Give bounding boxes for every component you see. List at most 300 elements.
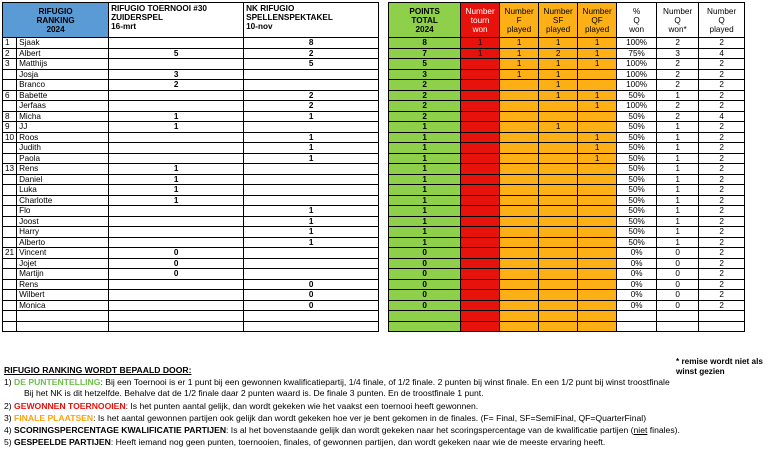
table-row [3,227,745,238]
tournament-1-cell [109,59,244,70]
rule-1 [4,377,670,387]
points-cell: 1 [389,216,461,227]
semifinals-cell [539,227,578,238]
tourn-won-cell [461,90,500,101]
rank-cell: 13 [3,164,17,175]
tourn-won-cell [461,80,500,91]
header-text: QF [591,15,603,25]
finals-cell [500,90,539,101]
table-row [3,69,745,80]
finals-cell [500,227,539,238]
tournament-1-cell [109,227,244,238]
quarterfinals-cell [578,80,617,91]
name-cell: Jerfaas [17,101,109,112]
pct-q-won-cell: 0% [617,248,657,259]
name-cell: Monica [17,300,109,311]
tournament-1-cell: 0 [109,248,244,259]
semifinals-cell: 1 [539,80,578,91]
pct-q-won-cell: 0% [617,290,657,301]
points-cell: 1 [389,153,461,164]
tournament-1-cell: 1 [109,195,244,206]
q-won-cell: 2 [657,69,699,80]
table-row [3,195,745,206]
tournament-2-cell: 2 [244,48,379,59]
q-won-cell [657,321,699,332]
header-text: Number [465,6,495,16]
quarterfinals-cell [578,206,617,217]
pct-q-won-cell: 50% [617,237,657,248]
semifinals-cell [539,269,578,280]
name-cell: Flo [17,206,109,217]
points-cell: 0 [389,300,461,311]
q-played-cell: 2 [699,90,745,101]
semifinals-cell [539,174,578,185]
table-row [3,269,745,280]
table-row [3,206,745,217]
finals-cell [500,258,539,269]
name-cell: Jojet [17,258,109,269]
header-text: ZUIDERSPEL [111,13,163,22]
tournament-2-cell: 5 [244,59,379,70]
table-row [3,248,745,259]
ranking-header [3,3,109,38]
header-text: played [507,24,532,34]
rule-3 [4,413,646,423]
semifinals-cell [539,153,578,164]
gap-cell [379,122,389,133]
gap-cell [379,206,389,217]
name-cell: Paola [17,153,109,164]
points-cell: 2 [389,111,461,122]
header-text: Number [543,6,573,16]
points-header [389,3,461,38]
q-won-cell: 2 [657,111,699,122]
finals-cell [500,269,539,280]
semifinals-cell: 1 [539,59,578,70]
header-text: F [516,15,522,25]
gap-cell [379,195,389,206]
q-played-cell: 2 [699,195,745,206]
points-cell: 2 [389,80,461,91]
finals-cell [500,216,539,227]
gap-cell [379,143,389,154]
rule-1-continued: Bij het NK is dit hetzelfde. Behalve dat de 1/2 finale daar 2 punten waard is. De finale 3 punten. En de troostfinale 1 punt. [24,388,484,398]
tournament-1-cell [109,38,244,49]
finals-cell: 1 [500,38,539,49]
header-text: 16-mrt [111,22,137,31]
pct-q-won-cell: 0% [617,258,657,269]
gap-cell [379,279,389,290]
points-cell: 2 [389,90,461,101]
rule-text: : Is het aantal gewonnen partijen ook gelijk dan wordt gekeken hoe ver je bent gekomen in de finales. (F= Final, SF=SemiFinal, QF=QuarterFinal) [93,413,647,423]
tournament-2-cell [244,174,379,185]
points-cell: 7 [389,48,461,59]
name-cell [17,321,109,332]
name-cell: Sjaak [17,38,109,49]
tournament-1-cell [109,290,244,301]
header-text: RIFUGIO TOERNOOI #30 [111,4,207,13]
rank-cell [3,69,17,80]
q-played-cell: 2 [699,174,745,185]
name-cell: Joost [17,216,109,227]
quarterfinals-cell [578,122,617,133]
rank-cell [3,321,17,332]
gap-cell [379,59,389,70]
header-text: NK RIFUGIO [246,4,295,13]
finals-cell [500,248,539,259]
points-cell: 1 [389,185,461,196]
tourn-won-cell [461,321,500,332]
header-text: Number [504,6,534,16]
tournament-1-cell [109,101,244,112]
tournament-2-cell [244,269,379,280]
rule-text: : Is al het bovenstaande gelijk dan wordt gekeken naar het scoringspercentage van de kwalificatie partijen ( [226,425,634,435]
rank-cell [3,311,17,322]
rule-text: : Bij een Toernooi is er 1 punt bij een gewonnen kwalificatiepartij, 1/4 finale, of 1/2 finale. 2 punten bij winst finale. En een 1/2 punt bij winst troostfinale [100,377,670,387]
tournament-2-cell [244,311,379,322]
rule-number: 1) [4,377,15,387]
quarterfinals-header [578,3,617,38]
quarterfinals-cell [578,300,617,311]
q-played-cell: 2 [699,38,745,49]
table-row [3,164,745,175]
q-played-cell: 2 [699,153,745,164]
quarterfinals-cell: 1 [578,59,617,70]
q-played-cell: 4 [699,48,745,59]
tournament-1-cell [109,216,244,227]
rank-cell: 2 [3,48,17,59]
tournament-1-cell [109,90,244,101]
name-cell: Daniel [17,174,109,185]
tournament-2-cell: 0 [244,279,379,290]
header-text: Number [582,6,612,16]
tournament-2-cell [244,69,379,80]
q-won-cell: 1 [657,206,699,217]
points-cell [389,321,461,332]
rule-text-end: finales). [647,425,680,435]
pct-q-won-cell: 100% [617,101,657,112]
header-text: played [546,24,571,34]
rule-text: : Is het punten aantal gelijk, dan wordt gekeken wie het vaakst een toernooi heeft gewonnen. [125,401,479,411]
rank-cell [3,258,17,269]
finals-cell [500,132,539,143]
header-text: tourn [470,15,490,25]
q-played-cell: 2 [699,59,745,70]
rank-cell [3,80,17,91]
q-won-cell: 2 [657,80,699,91]
tourn-won-cell [461,101,500,112]
semifinals-cell [539,237,578,248]
rule-key: SCORINGSPERCENTAGE KWALIFICATIE PARTIJEN [14,425,227,435]
tournament-1-cell [109,143,244,154]
q-won-cell: 1 [657,122,699,133]
gap-cell [379,90,389,101]
semifinals-header [539,3,578,38]
tourn-won-cell [461,164,500,175]
tourn-won-cell [461,143,500,154]
tourn-won-cell [461,258,500,269]
tourn-won-cell: 1 [461,38,500,49]
q-won-cell: 2 [657,101,699,112]
table-row [3,90,745,101]
points-cell: 1 [389,164,461,175]
table-row [3,122,745,133]
tournament-2-cell: 1 [244,153,379,164]
tournament-2-cell: 2 [244,101,379,112]
points-cell: 0 [389,248,461,259]
semifinals-cell: 1 [539,69,578,80]
rank-cell: 1 [3,38,17,49]
semifinals-cell [539,101,578,112]
semifinals-cell [539,195,578,206]
gap-cell [379,101,389,112]
name-cell: Judith [17,143,109,154]
finals-cell [500,279,539,290]
pct-q-won-cell: 100% [617,38,657,49]
header-text: % [632,6,641,16]
pct-q-won-cell: 50% [617,216,657,227]
q-won-cell: 2 [657,38,699,49]
q-played-cell: 2 [699,258,745,269]
table-row [3,311,745,322]
pct-q-won-cell: 100% [617,80,657,91]
header-text: POINTS [409,6,440,16]
gap-cell [379,132,389,143]
gap-cell [379,248,389,259]
tournament-1-cell [109,279,244,290]
quarterfinals-cell: 1 [578,132,617,143]
q-won-cell: 2 [657,59,699,70]
gap-cell [379,237,389,248]
quarterfinals-cell [578,290,617,301]
semifinals-cell [539,111,578,122]
finals-cell [500,321,539,332]
quarterfinals-cell [578,164,617,175]
finals-cell: 1 [500,59,539,70]
quarterfinals-cell: 1 [578,143,617,154]
q-played-cell: 2 [699,269,745,280]
pct-q-won-cell: 50% [617,90,657,101]
points-cell: 1 [389,132,461,143]
name-cell: Luka [17,185,109,196]
tournament-2-cell [244,164,379,175]
tourn-won-cell [461,59,500,70]
name-cell: JJ [17,122,109,133]
q-won-cell: 1 [657,153,699,164]
rule-key: DE PUNTENTELLING [14,377,101,387]
q-played-cell: 2 [699,122,745,133]
tourn-won-cell [461,185,500,196]
header-text: Number [707,6,737,16]
header-text: SPELLENSPEKTAKEL [246,13,333,22]
header-row [3,3,745,38]
finals-cell [500,185,539,196]
rank-cell [3,300,17,311]
points-cell: 1 [389,227,461,238]
quarterfinals-cell: 1 [578,153,617,164]
tournament-2-cell [244,321,379,332]
rule-5 [4,437,605,447]
rule-number: 3) [4,413,15,423]
finals-cell [500,237,539,248]
tournament-1-cell [109,311,244,322]
tournament-2-cell: 1 [244,216,379,227]
header-text: 10-nov [246,22,273,31]
rank-cell [3,227,17,238]
q-played-cell: 2 [699,227,745,238]
name-cell: Rens [17,279,109,290]
q-won-cell: 0 [657,290,699,301]
tournament-2-cell [244,185,379,196]
header-text: Q [718,15,725,25]
gap-cell [379,164,389,175]
name-cell: Micha [17,111,109,122]
pct-q-won-cell: 0% [617,269,657,280]
quarterfinals-cell: 1 [578,38,617,49]
q-won-cell: 1 [657,195,699,206]
semifinals-cell [539,258,578,269]
points-cell: 1 [389,206,461,217]
ranking-table [2,2,745,332]
finals-cell [500,101,539,112]
semifinals-cell [539,164,578,175]
quarterfinals-cell [578,321,617,332]
table-row [3,111,745,122]
finals-cell: 1 [500,69,539,80]
q-played-cell [699,311,745,322]
rank-cell [3,153,17,164]
gap-cell [379,300,389,311]
q-won-cell: 1 [657,132,699,143]
tourn-won-cell [461,300,500,311]
pct-q-won-cell: 50% [617,185,657,196]
q-played-cell: 4 [699,111,745,122]
quarterfinals-cell [578,195,617,206]
pct-q-won-cell: 75% [617,48,657,59]
rank-cell: 8 [3,111,17,122]
finals-cell [500,195,539,206]
header-text: TOTAL [411,15,438,25]
tournament-2-cell: 8 [244,38,379,49]
header-text: SF [552,15,564,25]
q-played-cell: 2 [699,185,745,196]
points-cell: 5 [389,59,461,70]
gap-cell [379,38,389,49]
rank-cell: 21 [3,248,17,259]
points-cell: 1 [389,174,461,185]
gap-cell [379,80,389,91]
rank-cell: 10 [3,132,17,143]
points-cell: 1 [389,143,461,154]
gap-cell [379,111,389,122]
quarterfinals-cell [578,69,617,80]
points-cell [389,311,461,322]
gap-cell [379,185,389,196]
finals-cell [500,153,539,164]
tournament-1-cell [109,206,244,217]
name-cell: Vincent [17,248,109,259]
tourn-won-cell [461,122,500,133]
tournament-1-cell: 1 [109,164,244,175]
semifinals-cell [539,132,578,143]
tourn-won-cell [461,174,500,185]
pct-q-won-cell: 0% [617,300,657,311]
quarterfinals-cell [578,311,617,322]
pct-q-won-cell [617,311,657,322]
table-row [3,237,745,248]
header-text: 2024 [46,24,65,34]
q-won-cell: 0 [657,248,699,259]
quarterfinals-cell [578,185,617,196]
gap-cell [379,227,389,238]
table-row [3,279,745,290]
semifinals-cell [539,279,578,290]
table-row [3,258,745,269]
semifinals-cell [539,321,578,332]
q-won-cell: 0 [657,258,699,269]
gap-cell [379,3,389,38]
quarterfinals-cell [578,248,617,259]
table-row [3,300,745,311]
tournament-1-cell: 1 [109,185,244,196]
tourn-won-cell [461,237,500,248]
quarterfinals-cell [578,237,617,248]
semifinals-cell [539,300,578,311]
tourn-won-cell [461,248,500,259]
tournament-2-cell [244,195,379,206]
table-row [3,80,745,91]
q-won-cell: 1 [657,237,699,248]
q-won-cell [657,311,699,322]
pct-q-won-cell: 50% [617,206,657,217]
gap-cell [379,153,389,164]
name-cell: Albert [17,48,109,59]
q-won-cell: 1 [657,90,699,101]
tourn-won-cell [461,206,500,217]
rank-cell [3,174,17,185]
finals-cell [500,80,539,91]
header-text: RIFUGIO [38,6,73,16]
tournament-1-cell [109,237,244,248]
pct-q-won-cell [617,321,657,332]
q-played-cell: 2 [699,132,745,143]
semifinals-cell [539,143,578,154]
rank-cell [3,101,17,112]
tournament-2-cell: 1 [244,132,379,143]
rule-key: FINALE PLAATSEN [14,413,94,423]
quarterfinals-cell: 1 [578,101,617,112]
table-row [3,143,745,154]
q-won-cell: 0 [657,269,699,280]
header-text: won [472,24,488,34]
header-text: Q [674,15,681,25]
q-won-cell: 1 [657,164,699,175]
rank-cell: 6 [3,90,17,101]
tourn-won-cell [461,195,500,206]
points-cell: 2 [389,101,461,112]
gap-cell [379,321,389,332]
q-won-cell: 1 [657,216,699,227]
quarterfinals-cell: 1 [578,48,617,59]
q-played-cell [699,321,745,332]
name-cell: Rens [17,164,109,175]
name-cell: Roos [17,132,109,143]
q-won-cell: 3 [657,48,699,59]
q-played-cell: 2 [699,101,745,112]
finals-cell [500,206,539,217]
pct-q-won-cell: 0% [617,279,657,290]
q-played-cell: 2 [699,216,745,227]
